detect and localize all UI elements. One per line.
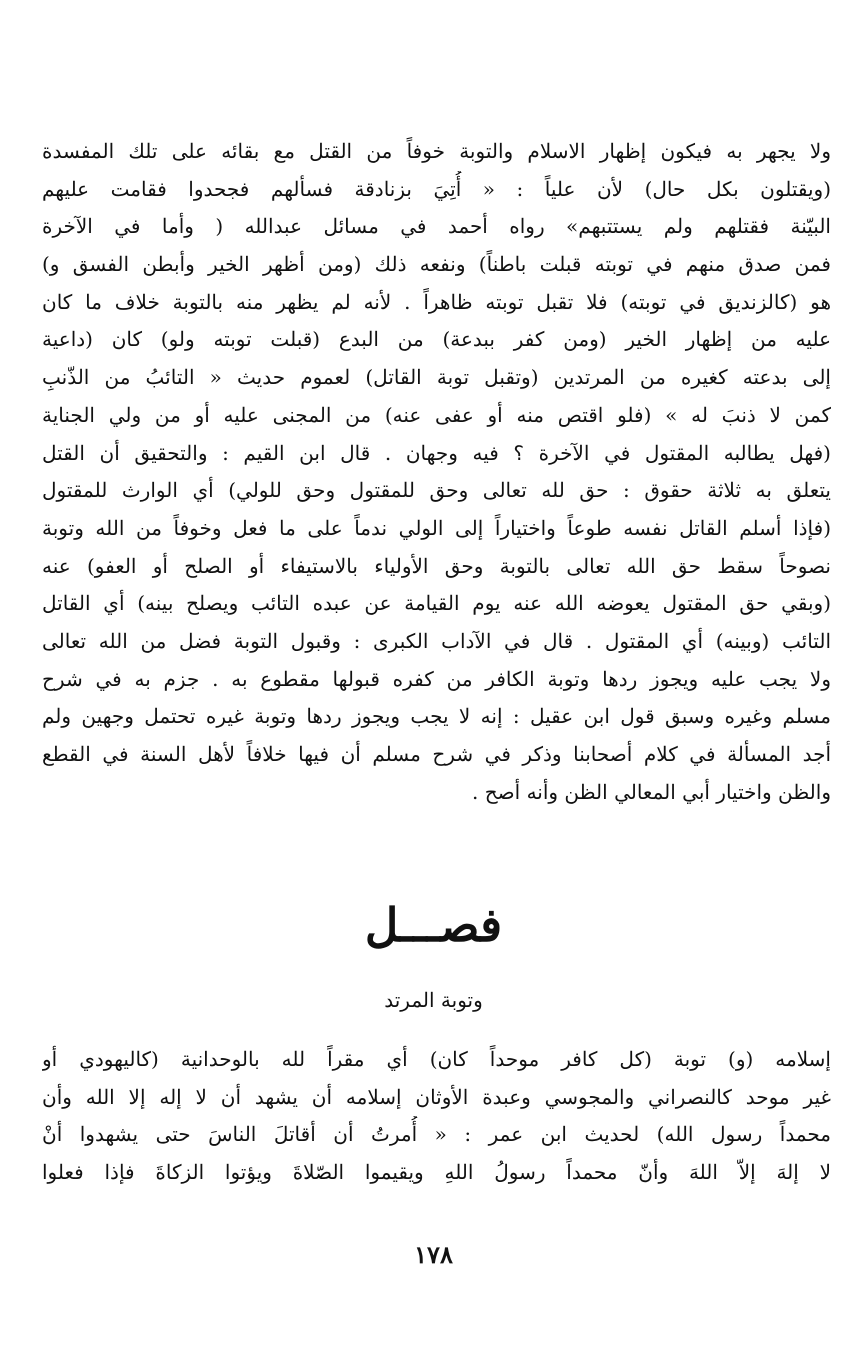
text-line: أجد المسألة في كلام أصحابنا وذكر في شرح مسلم أن فيها خلافاً لأهل السنة في القطع [42,742,831,766]
section-subheading: وتوبة المرتد [384,988,483,1012]
text-line: محمداً رسول الله) لحديث ابن عمر : « أُمرتُ أن أقاتلَ الناسَ حتى يشهدوا أنْ [42,1122,831,1147]
page-number: ١٧٨ [414,1240,453,1269]
body-text-bottom [42,1041,831,1192]
text-line: عليه من إظهار الخير (ومن كفر ببدعة) من البدع (قبلت توبته ولو) كان (داعية [42,327,831,352]
text-line: ولا يجهر به فيكون إظهار الاسلام والتوبة خوفاً من القتل مع بقائه على تلك المفسدة [42,139,831,163]
text-line: (فهل يطالبه المقتول في الآخرة ؟ فيه وجهان . قال ابن القيم : والتحقيق أن القتل [42,440,831,465]
text-line: ولا يجب عليه ويجوز ردها وتوبة الكافر من كفره قبولها مقطوع به . جزم به في شرح [42,666,831,691]
text-line: لا إلهَ إلاّ اللهَ وأنّ محمداً رسولُ اللهِ ويقيموا الصّلاةَ ويؤتوا الزكاةَ فإذا فعلوا [42,1160,831,1185]
section-heading: فصـــل [364,898,503,952]
text-line: والظن واختيار أبي المعالي الظن وأنه أصح . [472,779,831,804]
text-line: فمن صدق منهم في توبته قبلت باطناً) ونفعه ذلك (ومن أظهر الخير وأبطن الفسق و) [42,252,831,277]
text-line: (وبقي حق المقتول يعوضه الله عنه يوم القيامة عن عبده التائب ويصلح بينه) أي القاتل [42,591,831,616]
body-text-top [42,133,831,811]
text-line: إسلامه (و) توبة (كل كافر موحداً كان) أي مقراً لله بالوحدانية (كاليهودي أو [42,1047,831,1071]
text-line: كمن لا ذنبَ له » (فلو اقتص منه أو عفى عنه) من المجنى عليه أو من ولي الجناية [42,402,831,427]
text-line: غير موحد كالنصراني والمجوسي وعبدة الأوثان إسلامه أن يشهد أن لا إله إلا الله وأن [42,1084,831,1109]
text-line: (ويقتلون بكل حال) لأن علياً : « أُتِيَ بزنادقة فسألهم فجحدوا فقامت عليهم [42,176,831,201]
text-line: (فإذا أسلم القاتل نفسه طوعاً واختياراً إلى الولي ندماً على ما فعل وخوفاً من الله وتوبة [42,515,831,540]
text-line: نصوحاً سقط حق الله تعالى بالتوبة وحق الأولياء بالاستيفاء أو الصلح أو العفو) عنه [42,553,831,578]
text-line: مسلم وغيره وسبق قول ابن عقيل : إنه لا يجب ويجوز ردها وتوبة غيره تحتمل وجهين ولم [42,704,831,729]
text-line: هو (كالزنديق في توبته) فلا تقبل توبته ظاهراً . لأنه لم يظهر منه بالتوبة خلاف ما كان [42,289,831,314]
text-line: البيّنة فقتلهم ولم يستتبهم» رواه أحمد في مسائل عبدالله ( وأما في الآخرة [42,214,831,239]
text-line: التائب (وبينه) أي المقتول . قال في الآداب الكبرى : وقبول التوبة فضل من الله تعالى [42,628,831,653]
text-line: يتعلق به ثلاثة حقوق : حق لله تعالى وحق للمقتول وحق للولي) أي الوارث للمقتول [42,478,831,503]
text-line: إلى بدعته كغيره من المرتدين (وتقبل توبة القاتل) لعموم حديث « التائبُ من الذّنبِ [42,365,831,390]
